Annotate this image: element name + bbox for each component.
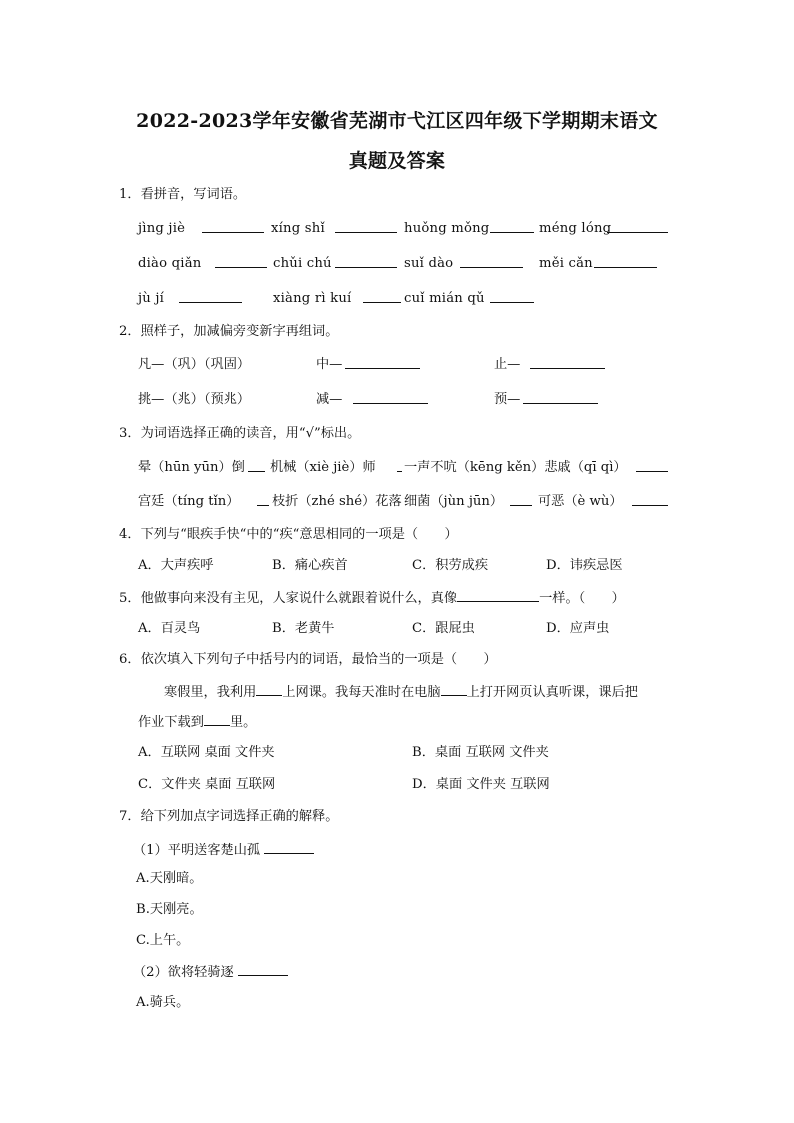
radical-item: 中—	[316, 357, 343, 372]
option-d[interactable]: D．讳疾忌医	[546, 558, 623, 573]
option-b[interactable]: B.天刚亮。	[136, 902, 203, 917]
word-item: 晕（hūn yūn）倒	[138, 460, 245, 475]
answer-blank[interactable]	[632, 493, 668, 512]
answer-blank[interactable]	[353, 391, 428, 410]
radical-item: 预—	[494, 392, 521, 407]
word-item: 可恶（è wù）	[538, 494, 623, 509]
answer-blank[interactable]	[457, 589, 539, 602]
question-6-passage	[164, 683, 638, 702]
word-item: 宫廷（tíng tǐn）	[138, 494, 240, 509]
answer-blank[interactable]	[636, 459, 668, 478]
question-4-stem: 4．下列与“眼疾手快“中的“疾“意思相同的一项是（ ）	[119, 527, 458, 542]
pinyin-item: jìng jiè	[138, 221, 186, 236]
question-5-stem	[119, 589, 625, 608]
sub-question-text: （1）平明送客楚山孤	[133, 843, 261, 858]
option-a[interactable]: A.天刚暗。	[136, 871, 203, 886]
option-c[interactable]: C．跟屁虫	[412, 621, 475, 636]
passage-text: 寒假里，我利用	[164, 685, 257, 700]
option-c[interactable]: C．积劳成疾	[412, 558, 489, 573]
question-7-sub-2	[133, 963, 288, 982]
example-item: 挑—（兆）（预兆）	[138, 392, 251, 407]
passage-text: 上打开网页认真听课，课后把	[466, 685, 638, 700]
pinyin-item: jù jí	[138, 291, 165, 306]
answer-blank[interactable]	[215, 255, 267, 274]
option-a[interactable]: A．百灵鸟	[138, 621, 201, 636]
pinyin-item: měi cǎn	[539, 256, 593, 271]
pinyin-item: huǒng mǒng	[404, 221, 490, 236]
answer-blank[interactable]	[264, 841, 314, 854]
passage-text: 里。	[229, 715, 257, 730]
question-7-sub-1	[133, 841, 314, 860]
document-title-line2: 真题及答案	[348, 150, 446, 172]
question-5-text: 5．他做事向来没有主见，人家说什么就跟着说什么，真像	[119, 591, 458, 606]
option-a[interactable]: A．大声疾呼	[138, 558, 214, 573]
question-5-text-end: 一样。（ ）	[539, 591, 625, 606]
passage-text: 上网课。我每天准时在电脑	[282, 685, 441, 700]
pinyin-item: chǔi chú	[273, 256, 332, 271]
answer-blank[interactable]	[530, 356, 605, 375]
option-c[interactable]: C.上午。	[136, 933, 190, 948]
answer-blank[interactable]	[256, 683, 282, 696]
radical-item: 减—	[316, 392, 343, 407]
option-b[interactable]: B．桌面 互联网 文件夹	[412, 745, 549, 760]
pinyin-item: xiàng rì kuí	[273, 291, 352, 306]
answer-blank[interactable]	[490, 290, 534, 309]
radical-item: 止—	[494, 357, 521, 372]
answer-blank[interactable]	[441, 683, 467, 696]
answer-blank[interactable]	[510, 493, 532, 512]
option-b[interactable]: B．痛心疾首	[272, 558, 348, 573]
answer-blank[interactable]	[179, 290, 242, 309]
answer-blank[interactable]	[204, 713, 230, 726]
option-c[interactable]: C．文件夹 桌面 互联网	[138, 777, 276, 792]
answer-blank[interactable]	[523, 391, 598, 410]
question-3-stem: 3．为词语选择正确的读音，用“√”标出。	[119, 426, 361, 441]
answer-blank[interactable]	[363, 290, 401, 309]
pinyin-item: diào qiǎn	[138, 256, 202, 271]
question-7-stem: 7．给下列加点字词选择正确的解释。	[119, 809, 339, 824]
question-6-stem: 6．依次填入下列句子中括号内的词语，最恰当的一项是（ ）	[119, 652, 497, 667]
answer-blank[interactable]	[345, 356, 420, 375]
question-6-passage-cont	[138, 713, 256, 732]
question-1-stem: 1．看拼音，写词语。	[119, 187, 247, 202]
question-2-stem: 2．照样子，加减偏旁变新字再组词。	[119, 324, 339, 339]
option-a[interactable]: A.骑兵。	[136, 995, 190, 1010]
document-title: 2022-2023学年安徽省芜湖市弋江区四年级下学期期末语文	[136, 110, 658, 132]
word-item: 细菌（jùn jūn）	[404, 494, 504, 509]
answer-blank[interactable]	[248, 459, 265, 478]
answer-blank[interactable]	[335, 220, 397, 239]
answer-blank[interactable]	[594, 255, 657, 274]
option-b[interactable]: B．老黄牛	[272, 621, 335, 636]
option-a[interactable]: A．互联网 桌面 文件夹	[138, 745, 275, 760]
passage-text: 作业下载到	[138, 715, 204, 730]
answer-blank[interactable]	[335, 255, 397, 274]
answer-blank[interactable]	[257, 493, 269, 512]
pinyin-item: méng lóng	[539, 221, 612, 236]
answer-blank[interactable]	[607, 220, 668, 239]
pinyin-item: cuǐ mián qǔ	[404, 291, 485, 306]
pinyin-item: xíng shǐ	[271, 221, 325, 236]
pinyin-item: suǐ dào	[404, 256, 454, 271]
word-item: 一声不吭（kēng kěn）悲戚（qī qì）	[404, 460, 627, 475]
answer-blank[interactable]	[238, 963, 288, 976]
example-item: 凡—（巩）（巩固）	[138, 357, 251, 372]
word-item: 枝折（zhé shé）花落	[272, 494, 402, 509]
option-d[interactable]: D．应声虫	[546, 621, 610, 636]
answer-blank[interactable]	[460, 255, 523, 274]
word-item: 机械（xiè jiè）师	[270, 460, 376, 475]
sub-question-text: （2）欲将轻骑逐	[133, 965, 234, 980]
answer-blank[interactable]	[490, 220, 534, 239]
option-d[interactable]: D．桌面 文件夹 互联网	[412, 777, 550, 792]
answer-blank[interactable]	[397, 459, 402, 478]
answer-blank[interactable]	[202, 220, 264, 239]
